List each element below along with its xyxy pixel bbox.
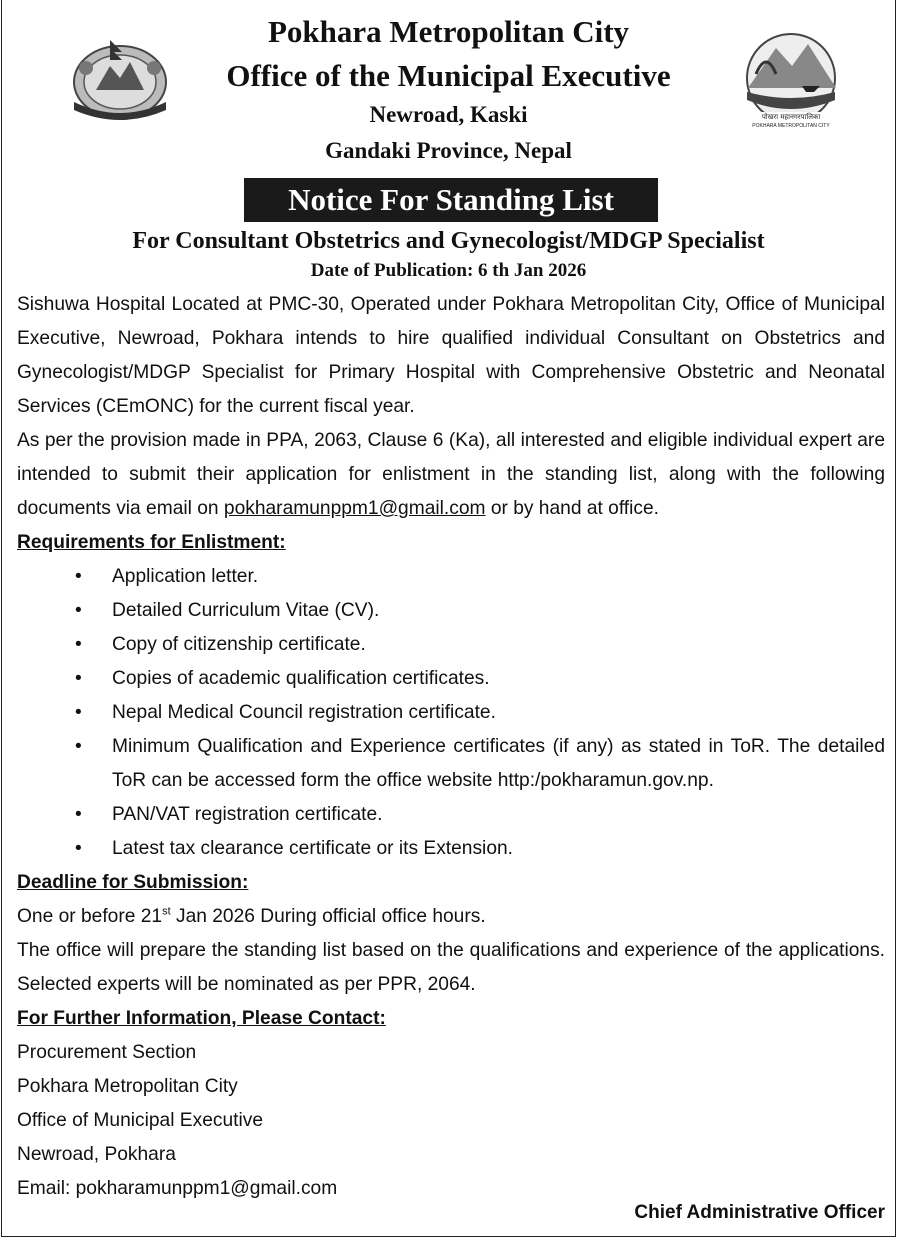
requirements-list	[17, 560, 885, 866]
bullet-icon: •	[75, 566, 82, 587]
signature: Chief Administrative Officer	[634, 1202, 885, 1223]
contact-heading: For Further Information, Please Contact:	[17, 1008, 386, 1029]
org-name: Pokhara Metropolitan City	[267, 14, 630, 49]
notice-subtitle: For Consultant Obstetrics and Gynecologist/MDGP Specialist	[132, 228, 765, 254]
notice-body	[17, 288, 885, 1206]
email-link[interactable]: pokharamunppm1@gmail.com	[223, 498, 486, 519]
deadline-heading: Deadline for Submission:	[17, 872, 249, 893]
list-item: • Minimum Qualification and Experience certificates (if any) as stated in ToR. The detailed ToR can be accessed form the office website http:/pokharamun.gov.np.	[17, 730, 885, 798]
list-item: • Latest tax clearance certificate or its Extension.	[17, 832, 885, 866]
bullet-icon: •	[75, 600, 82, 621]
bullet-icon: •	[75, 838, 82, 859]
bullet-icon: •	[75, 668, 82, 689]
bullet-icon: •	[75, 702, 82, 723]
intro-paragraph: Sishuwa Hospital Located at PMC-30, Operated under Pokhara Metropolitan City, Office of Municipal Executive, Newroad, Pokhara intends to hire qualified individual Consultant on Obstetrics and Gynecologist/MDGP Specialist for Primary Hospital with Comprehensive Obstetric and Neonatal Services (CEmONC) for the current fiscal year.	[17, 294, 885, 417]
svg-text:पोखरा महानगरपालिका: पोखरा महानगरपालिका	[761, 113, 821, 121]
svg-text:POKHARA METROPOLITAN CITY: POKHARA METROPOLITAN CITY	[752, 123, 830, 129]
publication-date: Date of Publication: 6 th Jan 2026	[310, 260, 587, 281]
deadline-text: One or before 21st Jan 2026 During official office hours.	[17, 905, 486, 927]
contact-line: Procurement Section	[17, 1042, 197, 1063]
list-item: • Copy of citizenship certificate.	[17, 628, 885, 662]
bullet-icon: •	[75, 804, 82, 825]
provision-paragraph	[17, 424, 885, 526]
selection-paragraph: The office will prepare the standing list based on the qualifications and experience of the applications. Selected experts will be nominated as per PPR, 2064.	[17, 940, 885, 995]
list-item: • Nepal Medical Council registration certificate.	[17, 696, 885, 730]
contact-line: Pokhara Metropolitan City	[17, 1076, 238, 1097]
provision-text-end: or by hand at office.	[485, 498, 659, 519]
contact-line: Newroad, Pokhara	[17, 1144, 176, 1165]
bullet-icon: •	[75, 634, 82, 655]
list-item: • Application letter.	[17, 560, 885, 594]
address-line-2: Gandaki Province, Nepal	[325, 138, 572, 163]
contact-email: Email: pokharamunppm1@gmail.com	[17, 1178, 338, 1199]
notice-title: Notice For Standing List	[244, 178, 658, 222]
provision-text: As per the provision made in PPA, 2063, Clause 6 (Ka), all interested and eligible individual expert are intended to submit their application for enlistment in the standing list, along with the following documents via email on	[17, 430, 885, 519]
office-name: Office of the Municipal Executive	[226, 58, 671, 93]
bullet-icon: •	[75, 736, 82, 757]
contact-line: Office of Municipal Executive	[17, 1110, 263, 1131]
address-line-1: Newroad, Kaski	[369, 102, 528, 127]
list-item: • Detailed Curriculum Vitae (CV).	[17, 594, 885, 628]
list-item: • PAN/VAT registration certificate.	[17, 798, 885, 832]
requirements-heading: Requirements for Enlistment:	[17, 532, 286, 553]
list-item: • Copies of academic qualification certificates.	[17, 662, 885, 696]
